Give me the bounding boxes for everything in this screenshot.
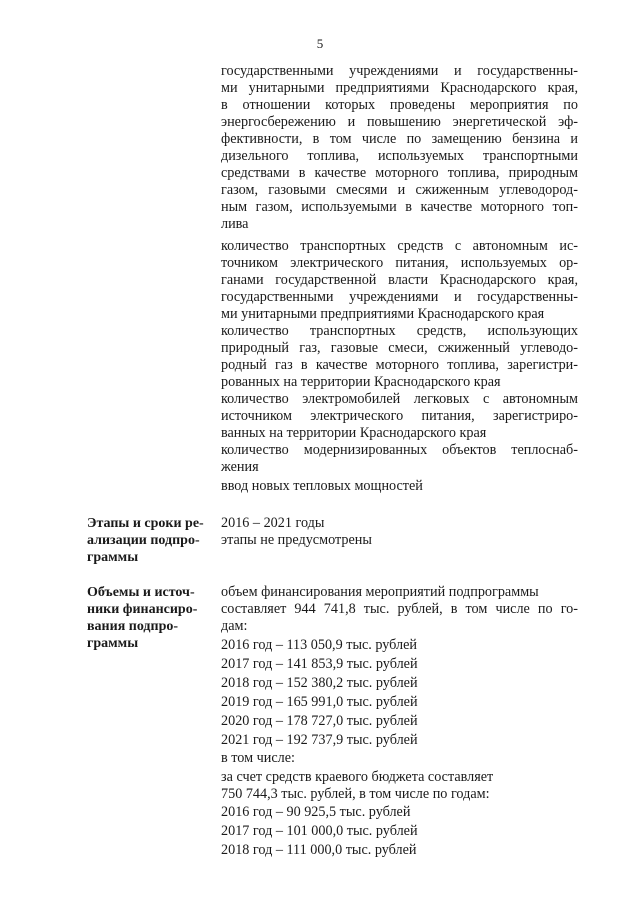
text-line: 2019 год – 165 991,0 тыс. рублей [221,694,418,710]
section-label: Этапы и сроки ре- [87,516,204,531]
text-line: в том числе: [221,750,295,766]
text-line: средствами в качестве моторного топлива, природным [221,165,578,181]
text-line: 750 744,3 тыс. рублей, в том числе по годам: [221,786,490,802]
text-line: составляет 944 741,8 тыс. рублей, в том числе по го- [221,601,578,617]
section-label: граммы [87,636,139,651]
text-line: ми унитарными предприятиями Краснодарского края [221,306,545,322]
text-line: родный газ в качестве моторного топлива, зарегистри- [221,357,578,373]
text-line: рованных на территории Краснодарского края [221,374,501,390]
text-line: ным газом, используемыми в качестве моторного топ- [221,199,578,215]
text-line: количество транспортных средств с автономным ис- [221,238,578,254]
text-line: ганами государственной власти Краснодарского края, [221,272,578,288]
page-number: 5 [316,36,324,51]
text-line: фективности, в том числе по замещению бензина и [221,131,578,147]
text-line: природный газ, газовые смеси, сжиженный углеводо- [221,340,578,356]
text-line: 2017 год – 101 000,0 тыс. рублей [221,823,418,839]
text-line: государственными учреждениями и государственны- [221,63,578,79]
text-line: жения [221,459,259,475]
text-line: энергосбережению и повышению энергетической эф- [221,114,578,130]
text-line: 2021 год – 192 737,9 тыс. рублей [221,732,418,748]
section-label: ализации подпро- [87,533,200,548]
text-line: источником электрического питания, зарегистриро- [221,408,578,424]
text-line: 2018 год – 111 000,0 тыс. рублей [221,842,417,858]
text-line: 2016 год – 90 925,5 тыс. рублей [221,804,411,820]
text-line: 2018 год – 152 380,2 тыс. рублей [221,675,418,691]
section-label: вания подпро- [87,619,179,634]
section-label: Объемы и источ- [87,585,195,600]
text-line: этапы не предусмотрены [221,532,372,548]
text-line: ванных на территории Краснодарского края [221,425,487,441]
text-line: за счет средств краевого бюджета составляет [221,769,494,785]
text-line: объем финансирования мероприятий подпрограммы [221,584,539,600]
text-line: государственными учреждениями и государственны- [221,289,578,305]
text-line: 2016 год – 113 050,9 тыс. рублей [221,637,418,653]
text-line: лива [221,216,249,232]
text-line: газом, газовыми смесями и сжиженным углеводород- [221,182,578,198]
text-line: 2017 год – 141 853,9 тыс. рублей [221,656,418,672]
text-line: 2016 – 2021 годы [221,515,325,531]
text-line: количество транспортных средств, использующих [221,323,578,339]
text-line: точником электрического питания, используемых ор- [221,255,578,271]
text-line: ввод новых тепловых мощностей [221,478,423,494]
section-label: ники финансиро- [87,602,198,617]
text-line: количество модернизированных объектов теплоснаб- [221,442,578,458]
text-line: дизельного топлива, используемых транспортными [221,148,578,164]
text-line: дам: [221,618,248,634]
text-line: количество электромобилей легковых с автономным [221,391,578,407]
text-line: 2020 год – 178 727,0 тыс. рублей [221,713,418,729]
section-label: граммы [87,550,139,565]
text-line: ми унитарными предприятиями Краснодарского края, [221,80,578,96]
text-line: в отношении которых проведены мероприятия по [221,97,578,113]
